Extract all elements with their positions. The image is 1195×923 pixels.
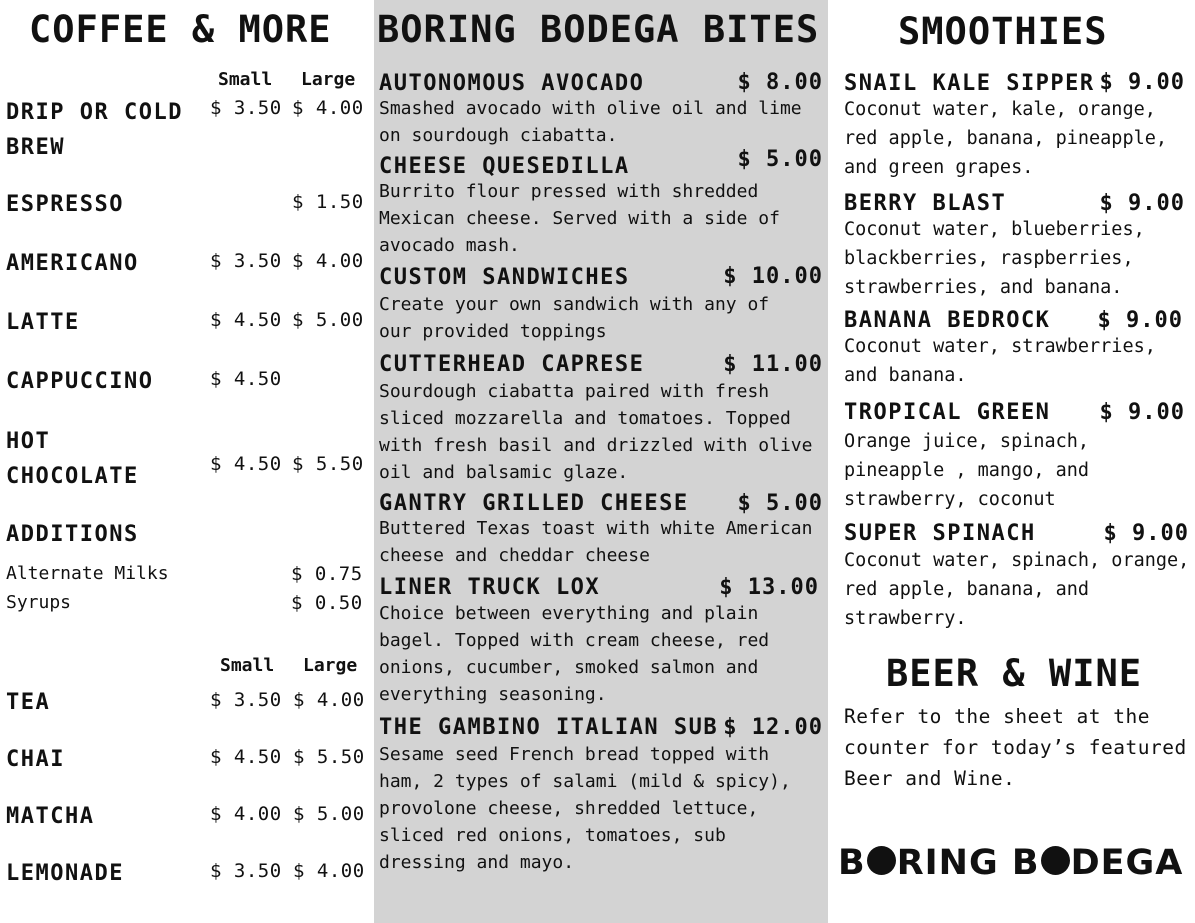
coffee-item-small-price: $ 4.50 [210,309,282,331]
bite-description: Sourdough ciabatta paired with fresh sliced mozzarella and tomatoes. Topped with fresh basil and drizzled with olive oil and balsamic glaze. [379,381,813,483]
coffee-item-large-price: $ 4.00 [292,250,364,272]
drink-item-small-price: $ 3.50 [210,860,282,882]
coffee-item-name: HOT CHOCOLATE [6,429,139,489]
logo-letter: B [1011,843,1040,883]
smoothie-price: $ 9.00 [1099,191,1185,216]
beer-wine-text: Refer to the sheet at the counter for today’s featured Beer and Wine. [844,705,1187,790]
bite-name: LINER TRUCK LOX [379,575,601,600]
drink-item-name: CHAI [6,747,65,772]
smoothie-name: BERRY BLAST [844,191,1007,216]
drink-item-large-price: $ 4.00 [293,689,365,711]
bite-name: CUTTERHEAD CAPRESE [379,352,645,377]
size-large-label: Large [301,69,356,90]
drink-item-small-price: $ 3.50 [210,689,282,711]
smoothie-description: Coconut water, kale, orange, red apple, banana, pineapple, and green grapes. [844,99,1168,178]
bite-price: $ 10.00 [723,264,823,289]
bite-price: $ 5.00 [737,147,823,172]
bite-price: $ 8.00 [737,70,823,95]
boring-bodega-logo [838,843,1188,883]
bite-description: Choice between everything and plain bagel. Topped with cream cheese, red onions, cucumber, smoked salmon and everything seasoning. [379,603,770,705]
bite-description: Sesame seed French bread topped with ham, 2 types of salami (mild & spicy), provolone cheese, shredded lettuce, sliced red onions, tomatoes, sub dressing and mayo. [379,744,791,873]
bite-price: $ 11.00 [723,352,823,377]
bite-price: $ 5.00 [737,491,823,516]
smoothie-name: SNAIL KALE SIPPER [844,71,1095,96]
smoothie-description: Coconut water, strawberries, and banana. [844,336,1156,386]
logo-letters: DEGA [1070,843,1184,883]
bite-name: CUSTOM SANDWICHES [379,265,630,290]
bite-description: Smashed avocado with olive oil and lime on sourdough ciabatta. [379,98,802,146]
coffee-item-name: ESPRESSO [6,192,124,217]
coffee-item-name: LATTE [6,310,80,335]
drink-item-large-price: $ 5.00 [293,803,365,825]
addition-price: $ 0.50 [291,592,363,614]
addition-price: $ 0.75 [291,563,363,585]
smoothies-title: SMOOTHIES [898,10,1108,53]
smoothie-description: Coconut water, blueberries, blackberries, raspberries, strawberries, and banana. [844,219,1145,298]
coffee-item-small-price: $ 3.50 [210,97,282,119]
smoothie-name: TROPICAL GREEN [844,400,1051,425]
logo-letter: B [838,843,866,883]
beer-wine-title: BEER & WINE [886,652,1143,695]
smoothie-name: SUPER SPINACH [844,521,1036,546]
coffee-item-small-price: $ 4.50 [210,453,282,475]
bite-description: Buttered Texas toast with white American cheese and cheddar cheese [379,518,813,566]
smoothie-description: Coconut water, spinach, orange, red apple, banana, and strawberry. [844,550,1190,629]
bite-description: Burrito flour pressed with shredded Mexican cheese. Served with a side of avocado mash. [379,181,780,256]
drink-item-name: TEA [6,690,51,715]
logo-letters: RING [896,843,999,883]
bite-name: AUTONOMOUS AVOCADO [379,71,645,96]
drink-item-large-price: $ 4.00 [293,860,365,882]
addition-name: Syrups [6,592,72,613]
drink-item-large-price: $ 5.50 [293,746,365,768]
size-large-label: Large [303,655,358,676]
size-small-label: Small [220,655,275,676]
smoothie-price: $ 9.00 [1097,308,1183,333]
addition-name: Alternate Milks [6,563,169,584]
coffee-item-name: CAPPUCCINO [6,369,154,394]
drink-item-small-price: $ 4.00 [210,803,282,825]
bite-name: GANTRY GRILLED CHEESE [379,491,689,516]
bite-description: Create your own sandwich with any of our provided toppings [379,294,770,342]
smoothie-price: $ 9.00 [1099,70,1185,95]
coffee-item-large-price: $ 5.50 [292,453,364,475]
additions-title: ADDITIONS [6,522,139,547]
size-small-label: Small [218,69,273,90]
bites-title: BORING BODEGA BITES [377,8,820,51]
coffee-item-large-price: $ 1.50 [292,191,364,213]
logo-dot-icon [1041,846,1070,875]
bite-name: THE GAMBINO ITALIAN SUB [379,715,719,740]
drink-item-name: MATCHA [6,804,95,829]
smoothie-price: $ 9.00 [1103,521,1189,546]
bite-price: $ 12.00 [723,715,823,740]
coffee-item-name: DRIP OR COLD BREW [6,100,183,160]
coffee-item-large-price: $ 5.00 [292,309,364,331]
logo-dot-icon [867,846,896,875]
bite-name: CHEESE QUESEDILLA [379,154,630,179]
smoothie-name: BANANA BEDROCK [844,308,1051,333]
coffee-item-small-price: $ 4.50 [210,368,282,390]
drink-item-name: LEMONADE [6,861,124,886]
bite-price: $ 13.00 [719,575,819,600]
coffee-item-large-price: $ 4.00 [292,97,364,119]
coffee-title: COFFEE & MORE [29,8,332,51]
smoothie-price: $ 9.00 [1099,400,1185,425]
smoothie-description: Orange juice, spinach, pineapple , mango, and strawberry, coconut [844,431,1090,510]
drink-item-small-price: $ 4.50 [210,746,282,768]
coffee-item-small-price: $ 3.50 [210,250,282,272]
coffee-item-name: AMERICANO [6,251,139,276]
